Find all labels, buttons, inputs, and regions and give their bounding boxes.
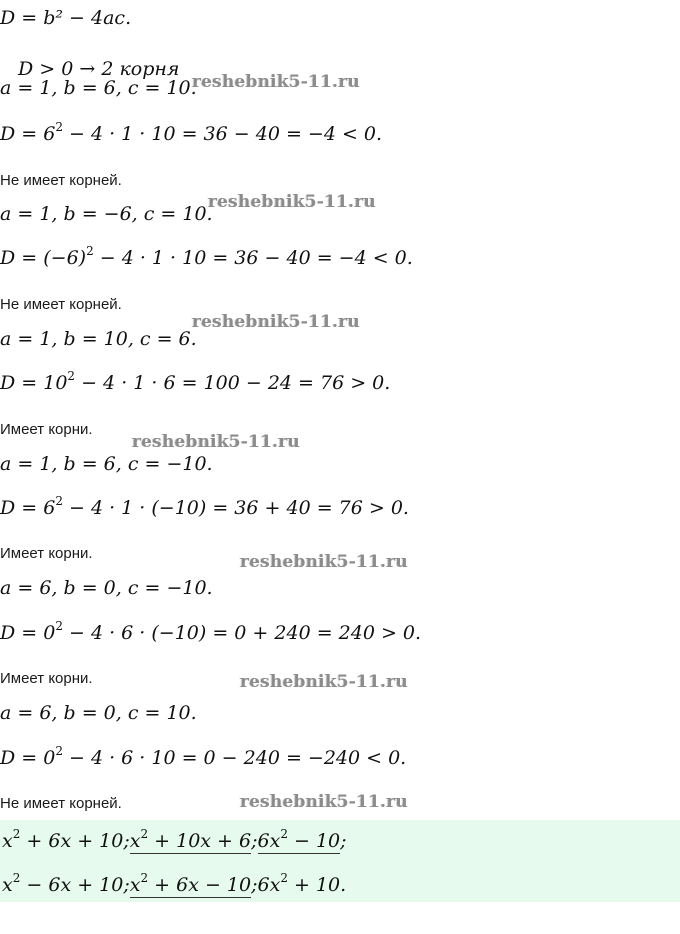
answer-5-rest: + 6x − 10: [148, 874, 252, 896]
answers-row-2: [2, 871, 347, 896]
step-5-exponent: 2: [55, 619, 63, 633]
answer-3-underlined: [257, 827, 341, 854]
watermark-text: reshebnik5-11.ru: [240, 672, 408, 692]
step-5-coefficients: [0, 576, 213, 600]
clipped-condition-text: D > 0 → 2 корня: [18, 58, 180, 80]
answer-2-exp: 2: [140, 827, 149, 841]
step-4-verdict: [0, 545, 93, 563]
step-1-coefficients: [0, 76, 197, 100]
answer-5-sep: ;: [251, 874, 258, 896]
answer-1-x: x: [2, 830, 13, 852]
step-2-d-lhs: D = (−6): [0, 247, 87, 269]
step-4-d-rhs: − 4 · 1 · (−10) = 36 + 40 = 76 > 0.: [62, 497, 409, 519]
watermark-text: reshebnik5-11.ru: [240, 552, 408, 572]
answer-6-rest: + 10.: [287, 874, 347, 896]
answer-5-underlined: [129, 871, 252, 898]
answer-4-x: x: [2, 874, 13, 896]
step-1-d-rhs: − 4 · 1 · 10 = 36 − 40 = −4 < 0.: [62, 123, 383, 145]
step-1-d-lhs: D = 6: [0, 123, 56, 145]
step-6-verdict-text: Не имеет корней.: [0, 795, 122, 812]
answer-2-x: x: [129, 830, 141, 852]
step-1-verdict: [0, 172, 122, 190]
watermark: [240, 552, 408, 572]
step-6-coefficients-text: a = 6, b = 0, c = 10.: [0, 702, 197, 724]
step-6-d-lhs: D = 0: [0, 747, 56, 769]
step-4-exponent: 2: [55, 494, 63, 508]
step-2-exponent: 2: [86, 244, 94, 258]
answer-3-x: 6x: [257, 830, 281, 852]
discriminant-formula: [0, 6, 131, 30]
step-3-d-rhs: − 4 · 1 · 6 = 100 − 24 = 76 > 0.: [75, 372, 391, 394]
step-4-discriminant: [0, 496, 409, 520]
answer-3-exp: 2: [280, 827, 288, 841]
answers-row-1: [2, 827, 347, 852]
step-4-coefficients-text: a = 1, b = 6, c = −10.: [0, 453, 213, 475]
answer-6-x: 6x: [257, 874, 281, 896]
clipped-condition: [0, 50, 300, 80]
watermark: [132, 432, 300, 452]
answer-5-exp: 2: [140, 871, 149, 885]
step-2-verdict: [0, 296, 122, 314]
answer-3-rest: − 10: [287, 830, 341, 852]
step-5-coefficients-text: a = 6, b = 0, c = −10.: [0, 577, 213, 599]
step-3-verdict: [0, 421, 93, 439]
watermark: [240, 672, 408, 692]
step-1-coefficients-text: a = 1, b = 6, c = 10.: [0, 77, 197, 99]
step-3-coefficients-text: a = 1, b = 10, c = 6.: [0, 328, 197, 350]
answer-1-exp: 2: [12, 827, 21, 841]
step-1-exponent: 2: [55, 120, 63, 134]
step-5-d-rhs: − 4 · 6 · (−10) = 0 + 240 = 240 > 0.: [62, 622, 422, 644]
watermark: [208, 192, 376, 212]
watermark-text: reshebnik5-11.ru: [192, 72, 360, 92]
answer-3-sep: ;: [340, 830, 347, 852]
step-2-discriminant: [0, 246, 413, 270]
step-3-d-lhs: D = 10: [0, 372, 68, 394]
watermark-text: reshebnik5-11.ru: [208, 192, 376, 212]
answer-1-rest: + 6x + 10;: [20, 830, 130, 852]
step-2-d-rhs: − 4 · 1 · 10 = 36 − 40 = −4 < 0.: [93, 247, 413, 269]
step-4-verdict-text: Имеет корни.: [0, 545, 93, 562]
step-1-verdict-text: Не имеет корней.: [0, 172, 122, 189]
step-5-verdict: [0, 670, 93, 688]
answer-2-sep: ;: [251, 830, 258, 852]
step-3-discriminant: [0, 371, 390, 395]
answer-6-exp: 2: [280, 871, 288, 885]
step-3-verdict-text: Имеет корни.: [0, 421, 93, 438]
step-3-exponent: 2: [67, 369, 76, 383]
step-2-verdict-text: Не имеет корней.: [0, 296, 122, 313]
watermark: [192, 312, 360, 332]
watermark-text: reshebnik5-11.ru: [192, 312, 360, 332]
watermark: [192, 72, 360, 92]
step-3-coefficients: [0, 327, 197, 351]
step-6-d-rhs: − 4 · 6 · 10 = 0 − 240 = −240 < 0.: [62, 747, 407, 769]
step-1-discriminant: [0, 122, 382, 146]
watermark-text: reshebnik5-11.ru: [132, 432, 300, 452]
step-6-verdict: [0, 795, 122, 813]
step-2-coefficients: [0, 202, 213, 226]
answer-5-x: x: [129, 874, 141, 896]
discriminant-formula-text: D = b² − 4ac.: [0, 7, 132, 29]
answer-4-rest: − 6x + 10;: [20, 874, 130, 896]
step-6-exponent: 2: [55, 744, 63, 758]
step-4-coefficients: [0, 452, 213, 476]
step-6-discriminant: [0, 746, 406, 770]
step-5-d-lhs: D = 0: [0, 622, 56, 644]
step-5-verdict-text: Имеет корни.: [0, 670, 93, 687]
answer-4-exp: 2: [12, 871, 21, 885]
watermark-text: reshebnik5-11.ru: [240, 792, 408, 812]
answer-2-rest: + 10x + 6: [148, 830, 252, 852]
step-5-discriminant: [0, 621, 421, 645]
watermark: [240, 792, 408, 812]
answers-block: [0, 820, 680, 902]
step-4-d-lhs: D = 6: [0, 497, 56, 519]
step-2-coefficients-text: a = 1, b = −6, c = 10.: [0, 203, 213, 225]
step-6-coefficients: [0, 701, 197, 725]
answer-2-underlined: [129, 827, 252, 854]
